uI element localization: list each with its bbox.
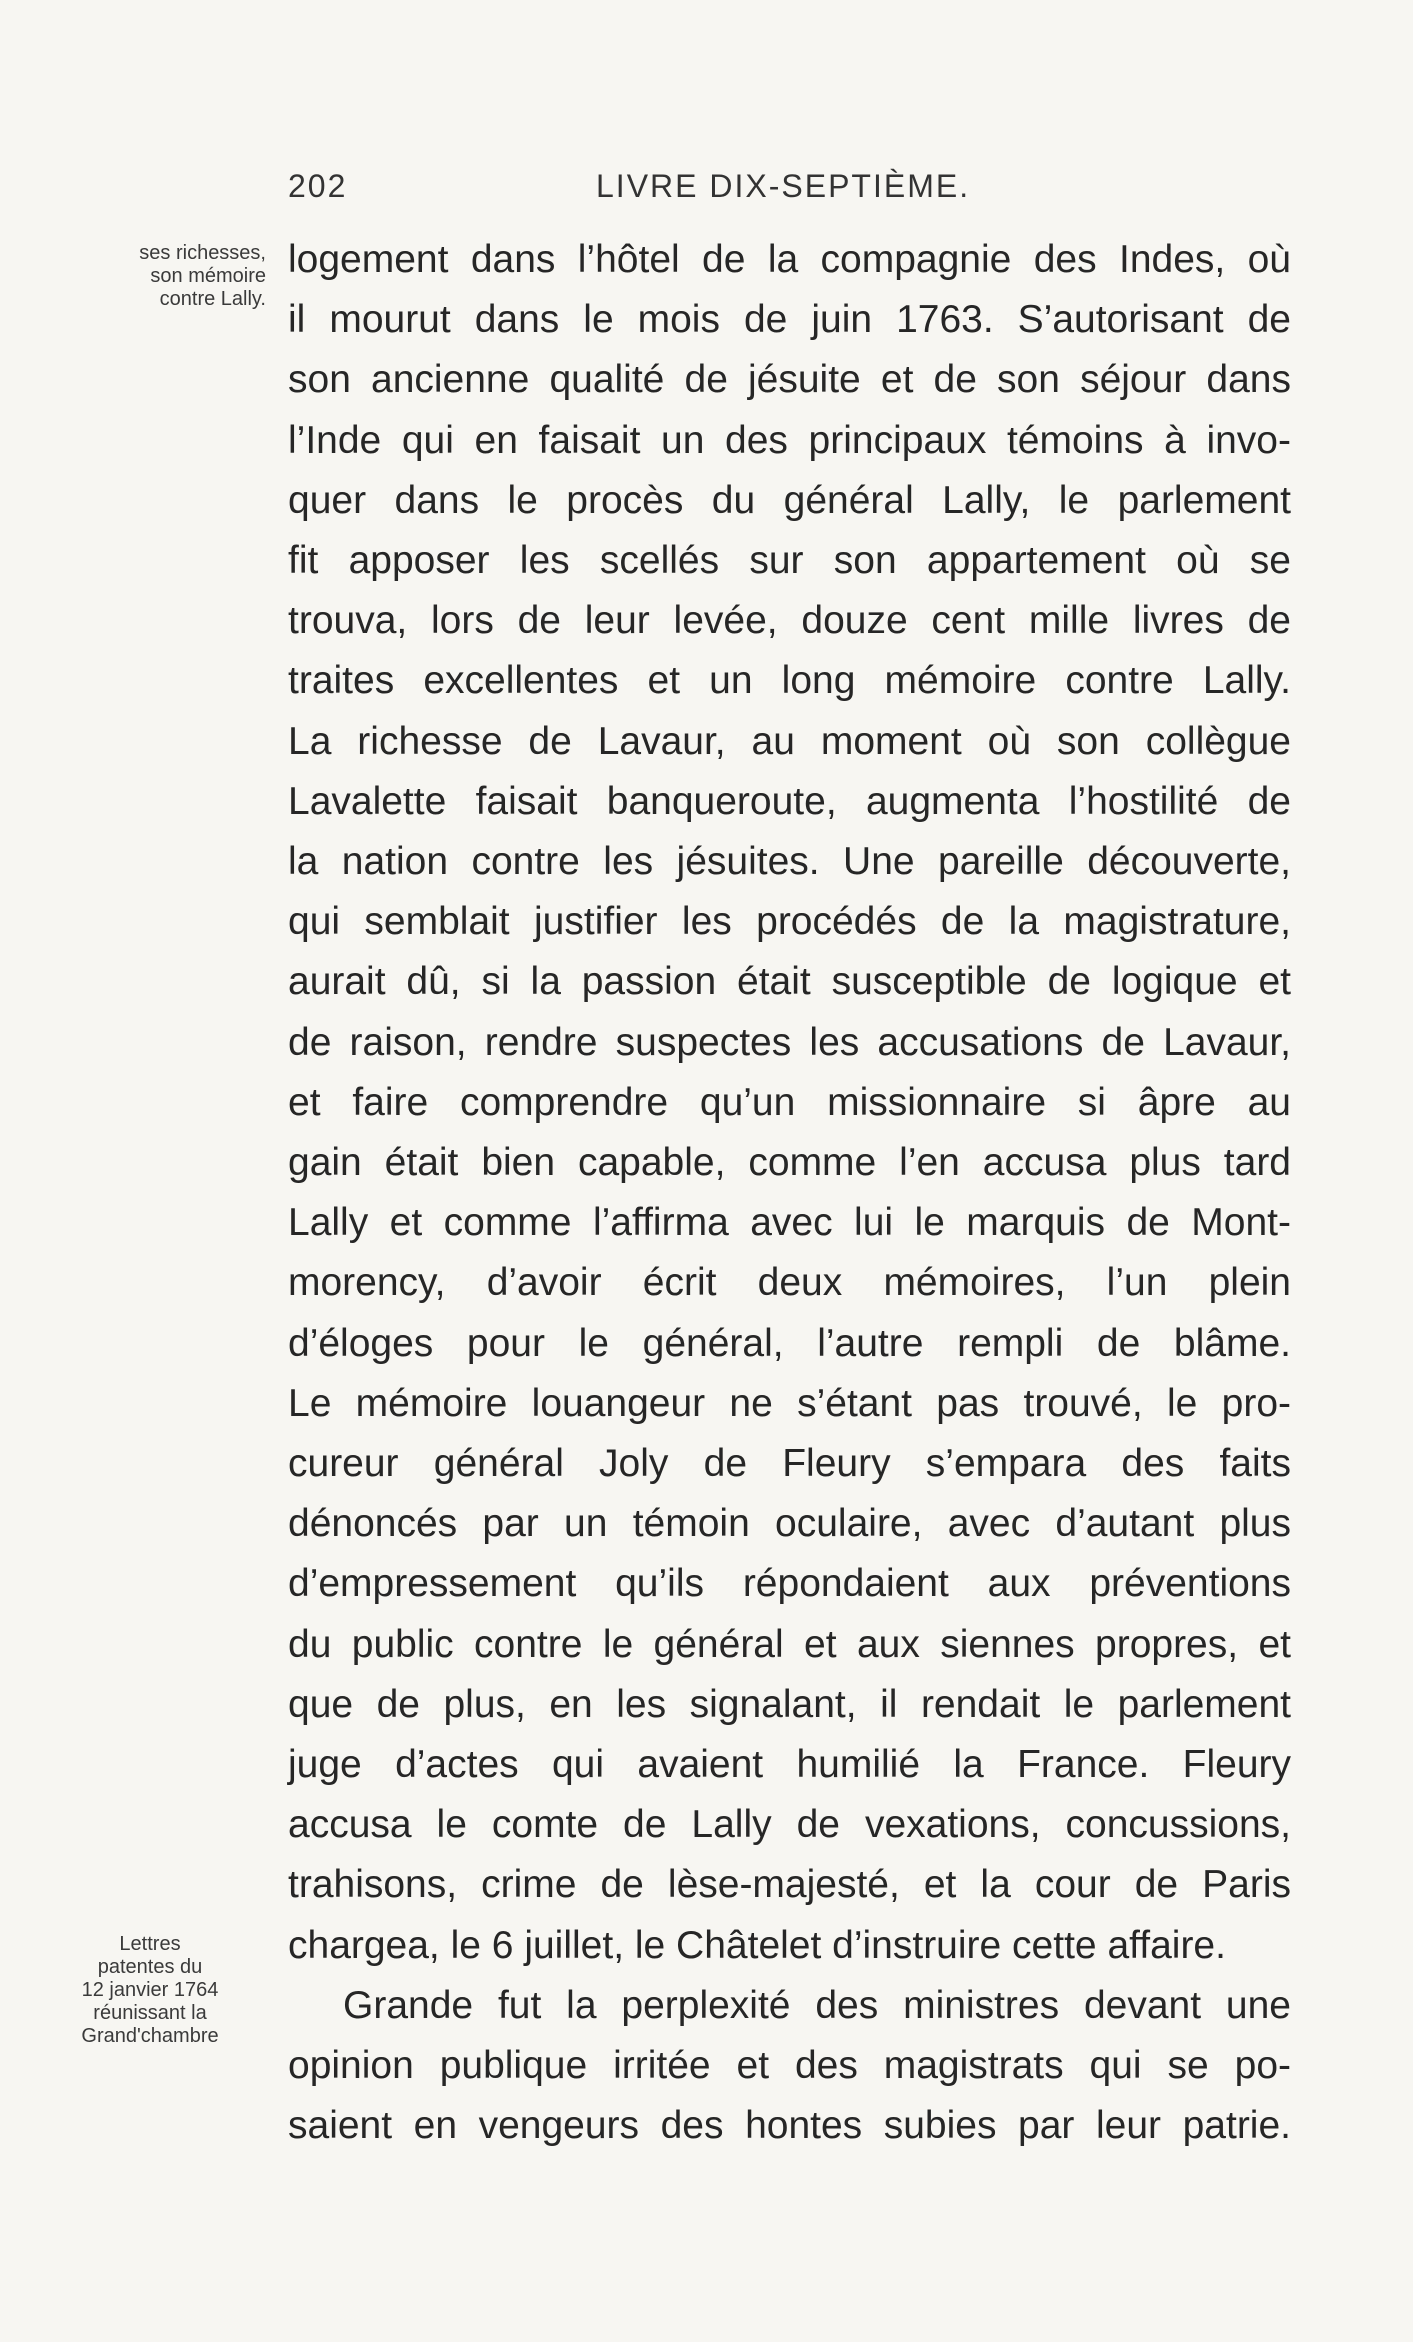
- text-line: Le mémoire louangeur ne s’étant pas trouvé, le pro-: [288, 1381, 1291, 1425]
- margin-note-2: [34, 1933, 266, 2048]
- margin-note-line: patentes du: [97, 1956, 203, 1978]
- margin-note-line: Lettres: [119, 1933, 181, 1955]
- margin-note-line: 12 janvier 1764: [81, 1979, 219, 2001]
- text-line: son ancienne qualité de jésuite et de son séjour dans: [288, 358, 1291, 402]
- margin-note-line: son mémoire: [150, 265, 266, 287]
- text-line: fit apposer les scellés sur son appartement où se: [288, 539, 1291, 583]
- text-line: dénoncés par un témoin oculaire, avec d’autant plus: [288, 1502, 1291, 1546]
- text-line: morency, d’avoir écrit deux mémoires, l’un plein: [288, 1261, 1291, 1305]
- text-line: La richesse de Lavaur, au moment où son collègue: [288, 719, 1291, 763]
- text-line: opinion publique irritée et des magistrats qui se po-: [288, 2044, 1291, 2088]
- text-line: Grande fut la perplexité des ministres devant une: [343, 1983, 1291, 2027]
- text-line: du public contre le général et aux siennes propres, et: [288, 1622, 1291, 1666]
- text-line: chargea, le 6 juillet, le Châtelet d’instruire cette affaire.: [288, 1923, 1226, 1967]
- margin-note-line: ses richesses,: [139, 242, 266, 264]
- text-line: juge d’actes qui avaient humilié la France. Fleury: [288, 1743, 1291, 1787]
- text-line: qui semblait justifier les procédés de la magistrature,: [288, 900, 1291, 944]
- text-line: la nation contre les jésuites. Une pareille découverte,: [288, 840, 1291, 884]
- margin-note-line: contre Lally.: [159, 288, 266, 310]
- text-line: saient en vengeurs des hontes subies par leur patrie.: [288, 2104, 1291, 2148]
- text-line: Lally et comme l’affirma avec lui le marquis de Mont-: [288, 1201, 1291, 1245]
- text-line: il mourut dans le mois de juin 1763. S’autorisant de: [288, 298, 1291, 342]
- text-line: que de plus, en les signalant, il rendait le parlement: [288, 1682, 1291, 1726]
- text-line: aurait dû, si la passion était susceptible de logique et: [288, 960, 1291, 1004]
- text-line: l’Inde qui en faisait un des principaux témoins à invo-: [288, 418, 1291, 462]
- text-line: logement dans l’hôtel de la compagnie des Indes, où: [288, 238, 1291, 281]
- margin-note-1: [34, 242, 266, 311]
- text-line: et faire comprendre qu’un missionnaire si âpre au: [288, 1080, 1291, 1124]
- text-line: trouva, lors de leur levée, douze cent mille livres de: [288, 599, 1291, 643]
- text-line: Lavalette faisait banqueroute, augmenta l’hostilité de: [288, 779, 1291, 823]
- page-header: [288, 168, 1288, 218]
- text-line: d’éloges pour le général, l’autre rempli de blâme.: [288, 1321, 1291, 1365]
- text-line: accusa le comte de Lally de vexations, concussions,: [288, 1803, 1291, 1847]
- text-line: traites excellentes et un long mémoire contre Lally.: [288, 659, 1291, 703]
- margin-note-line: réunissant la: [93, 2002, 207, 2024]
- running-title: LIVRE DIX-SEPTIÈME.: [596, 168, 971, 204]
- text-line: quer dans le procès du général Lally, le parlement: [288, 478, 1291, 522]
- text-line: trahisons, crime de lèse-majesté, et la cour de Paris: [288, 1863, 1291, 1907]
- body-paragraphs: [288, 230, 1291, 2157]
- text-line: de raison, rendre suspectes les accusations de Lavaur,: [288, 1020, 1291, 1064]
- text-line: d’empressement qu’ils répondaient aux préventions: [288, 1562, 1291, 1606]
- margin-note-line: Grand'chambre: [81, 2025, 219, 2047]
- text-line: gain était bien capable, comme l’en accusa plus tard: [288, 1141, 1291, 1185]
- page-number: 202: [288, 168, 348, 204]
- text-line: cureur général Joly de Fleury s’empara des faits: [288, 1442, 1291, 1486]
